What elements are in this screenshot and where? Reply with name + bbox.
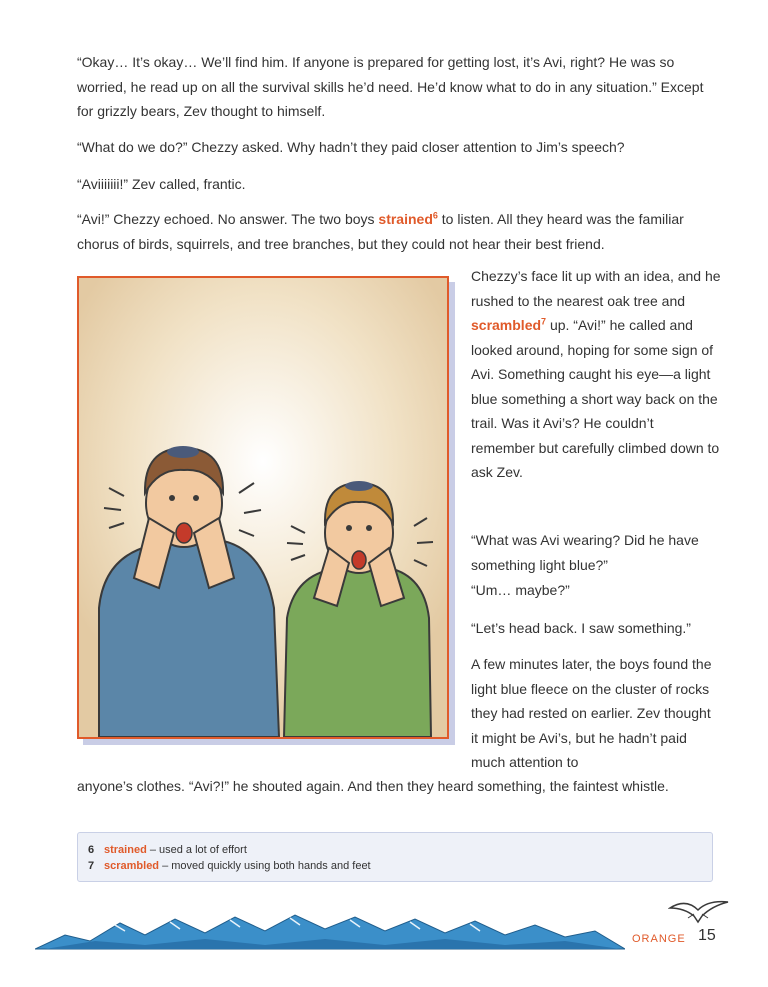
illustration-svg: [79, 278, 447, 737]
glossary-definition: – used a lot of effort: [146, 844, 247, 856]
paragraph-4-end: to listen. All they heard was the familiar chorus of birds, squirrels, and tree branches, but they could not hear their best friend.: [77, 211, 684, 252]
glossary-definition: – moved quickly using both hands and feet: [159, 860, 371, 872]
paragraph-last: anyone’s clothes. “Avi?!” he shouted again. And then they heard something, the faintest whistle.: [77, 778, 669, 794]
glossary-term: strained: [104, 844, 147, 856]
mountain-range-decoration: [35, 905, 625, 955]
footnote-ref-7: 7: [541, 316, 547, 327]
page-number: 15: [698, 927, 716, 944]
footnote-ref-6: 6: [432, 210, 438, 221]
column-paragraph-1-end: up. “Avi!” he called and looked around, hoping for some sign of Avi. Something caught his eye—a light blue something a short way back on the trail. Was it Avi’s? He couldn’t remember but carefully climbed down to ask Zev.: [471, 317, 720, 480]
paragraph-3: “Aviiiiiii!” Zev called, frantic.: [77, 176, 246, 192]
glossary-entry: [88, 842, 702, 858]
paragraph-2: “What do we do?” Chezzy asked. Why hadn’t they paid closer attention to Jim’s speech?: [77, 139, 625, 155]
column-paragraph-3: “Um… maybe?”: [471, 582, 570, 598]
paragraph-4: [77, 207, 717, 256]
column-paragraph-1: [471, 264, 721, 485]
glossary-number: 7: [88, 860, 95, 872]
vocab-word-strained: strained$^6$: [378, 210, 438, 227]
glossary-entry: [88, 858, 702, 874]
column-paragraph-5: A few minutes later, the boys found the light blue fleece on the cluster of rocks they had rested on earlier. Zev thought it might be Avi’s, but he hadn’t paid much attention to: [471, 656, 712, 770]
column-paragraph-2: “What was Avi wearing? Did he have something light blue?”: [471, 532, 699, 573]
series-label: ORANGE: [632, 933, 686, 945]
illustration-boys-calling: [77, 276, 449, 739]
column-paragraph-1-start: Chezzy’s face lit up with an idea, and he rushed to the nearest oak tree and: [471, 268, 721, 309]
glossary-term: scrambled: [104, 860, 160, 872]
glossary-number: 6: [88, 844, 95, 856]
paragraph-1: “Okay… It’s okay… We’ll find him. If anyone is prepared for getting lost, it’s Avi, right? He was so worried, he read up on all the survival skills he’d need. He’d know what to do in any situation.” Except for grizzly bears, Zev thought to himself.: [77, 54, 704, 119]
vocab-word-scrambled: scrambled$^7$: [471, 316, 547, 333]
glossary-box: [77, 832, 713, 882]
seagull-icon: [668, 896, 730, 926]
column-paragraph-4: “Let’s head back. I saw something.”: [471, 620, 691, 636]
paragraph-4-start: “Avi!” Chezzy echoed. No answer. The two boys: [77, 211, 379, 227]
